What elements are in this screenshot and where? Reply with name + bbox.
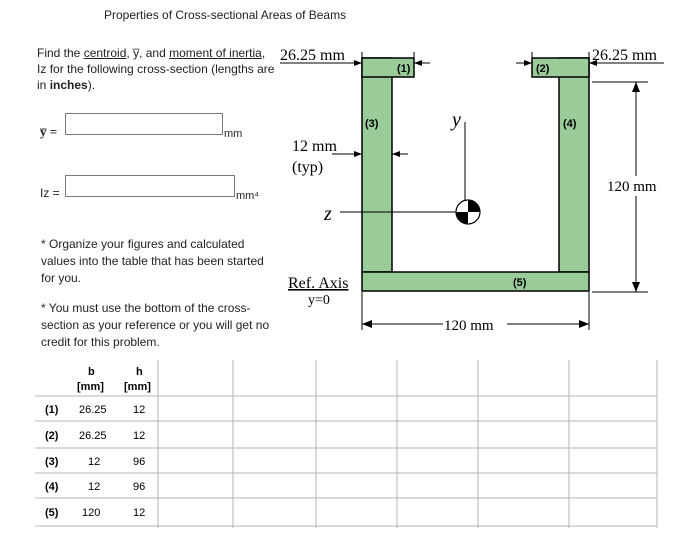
ybar-label: y̅ = [40,124,58,139]
note-organize: * Organize your figures and calculated values into the table that has been started for you. [41,237,264,285]
cell-h: 96 [133,456,146,468]
note-reference: * You must use the bottom of the cross-section as your reference or you will get no credit for this problem. [41,301,270,349]
row-label: (2) [45,430,59,442]
dim-top-left: 26.25 mm [280,47,345,64]
dim-typ-note: (typ) [292,159,324,176]
table-row [45,430,145,442]
centroid-icon [456,200,480,224]
row-label: (3) [45,456,59,468]
iz-unit: mm⁴ [236,190,260,202]
part-label-2: (2) [536,63,550,75]
problem-statement: Find the centroid, y̅, and moment of inertia, Iz for the following cross-section (lengths are in inches). [37,46,275,92]
table-row [45,404,145,416]
header-b: b [88,366,95,378]
cell-h: 96 [133,481,146,493]
dim-width: 120 mm [444,318,494,334]
part-3 [362,58,392,272]
cell-h: 12 [133,430,146,442]
problem-and: , and [139,46,166,60]
dim-typ-value: 12 mm [292,138,337,155]
u-section-shape [362,58,589,291]
header-b-unit: [mm] [77,381,104,393]
cell-b: 12 [88,456,101,468]
iz-symbol: Iz [37,62,47,76]
axis-z-label: z [324,203,332,225]
part-label-5: (5) [513,277,527,289]
cell-b: 12 [88,481,101,493]
problem-rest: for the following cross-section (lengths are in [37,62,275,92]
cell-b: 26.25 [79,404,107,416]
cell-b: 26.25 [79,430,107,442]
part-label-3: (3) [365,118,379,130]
table-row [45,507,145,519]
header-h: h [136,366,143,378]
data-table [35,360,665,528]
part-5 [362,272,589,291]
table-row [45,456,145,468]
inches-term: inches [49,78,88,92]
part-label-4: (4) [563,118,577,130]
cross-section-diagram [270,30,680,340]
cell-b: 120 [82,507,101,519]
axis-y-label: y [452,109,461,131]
dim-top-right: 26.25 mm [592,47,657,64]
cell-h: 12 [133,404,146,416]
row-label: (4) [45,481,59,493]
table-row [45,481,145,493]
ybar-symbol: y̅ [133,46,140,60]
row-label: (5) [45,507,59,519]
centroid-term: centroid [83,46,127,60]
ref-axis-equation: y=0 [308,293,330,308]
cell-h: 12 [133,507,146,519]
moment-of-inertia-term: moment of inertia [169,46,262,60]
problem-find: Find the [37,46,81,60]
ybar-answer-field[interactable] [65,113,223,135]
iz-answer-field[interactable] [65,175,235,197]
ybar-unit: mm [224,128,243,140]
iz-label: Iz = [40,186,60,200]
part-label-1: (1) [397,63,411,75]
ref-axis-label: Ref. Axis [288,275,349,292]
header-h-unit: [mm] [124,381,151,393]
part-4 [559,58,589,272]
dim-height: 120 mm [607,179,657,195]
row-label: (1) [45,404,59,416]
problem-close: ). [87,78,96,92]
page-title: Properties of Cross-sectional Areas of Beams [104,8,347,22]
